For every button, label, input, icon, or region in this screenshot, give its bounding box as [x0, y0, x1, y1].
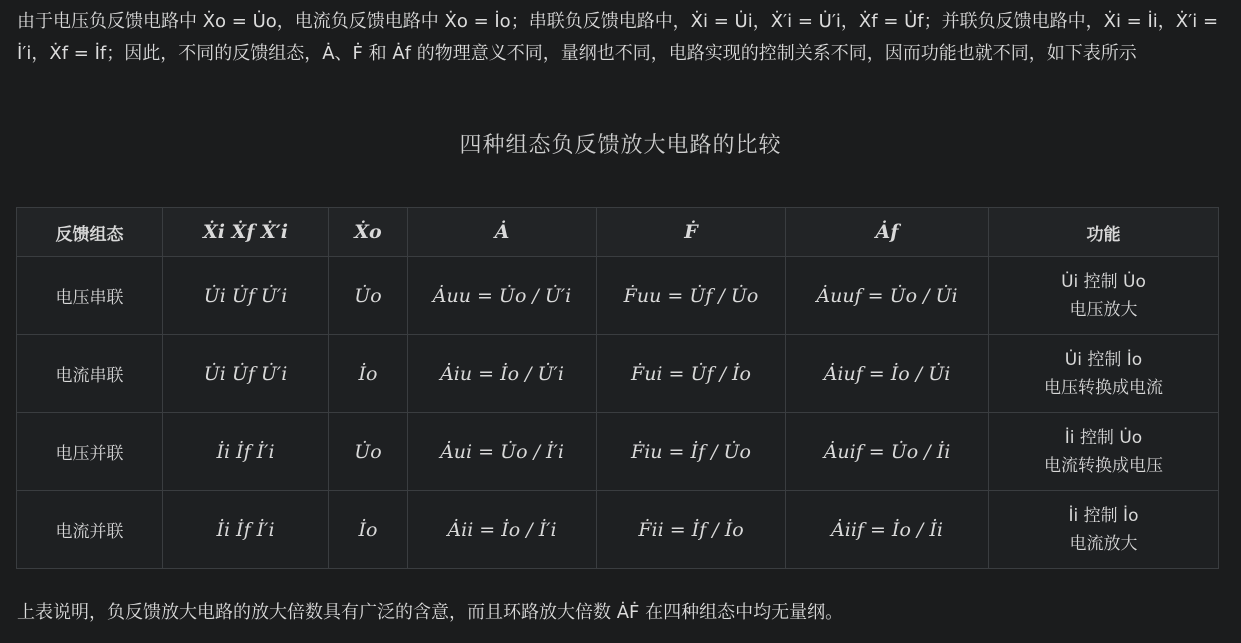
cell-af: Ȧiif = İo / İi [786, 491, 989, 569]
function-desc: 电流放大 [1069, 533, 1138, 554]
cell-a: Ȧui = U̇o / İ′i [408, 413, 597, 491]
cell-f: Ḟuu = U̇f / U̇o [597, 257, 786, 335]
cell-af: Ȧiuf = İo / U̇i [786, 335, 989, 413]
table-row [17, 413, 1219, 491]
table-header-row [17, 208, 1219, 257]
table-row [17, 491, 1219, 569]
cell-function [989, 413, 1219, 491]
cell-mode: 电流串联 [17, 335, 163, 413]
table-caption: 四种组态负反馈放大电路的比较 [459, 133, 782, 158]
cell-a: Ȧuu = U̇o / U̇′i [408, 257, 597, 335]
cell-a: Ȧii = İo / İ′i [408, 491, 597, 569]
table-row [17, 257, 1219, 335]
header-a: Ȧ [408, 208, 597, 257]
function-desc: 电流转换成电压 [1044, 455, 1163, 476]
table-row [17, 335, 1219, 413]
header-af: Ȧf [786, 208, 989, 257]
header-xo: Ẋo [329, 208, 408, 257]
cell-function [989, 257, 1219, 335]
header-f: Ḟ [597, 208, 786, 257]
comparison-table [16, 207, 1219, 569]
intro-paragraph: 由于电压负反馈电路中 Ẋo = U̇o，电流负反馈电路中 Ẋo = İo；串联负反馈电路中，Ẋi = U̇i，Ẋ′i = U̇′i，Ẋf = U̇f；并联负反馈电路中，Ẋi = İi，Ẋ′i = İ′i，Ẋf = İf；因此，不同的反馈组态，Ȧ、Ḟ 和 Ȧf 的物理意义不同，量纲也不同，电路实现的控制关系不同，因而功能也就不同，如下表所示 [17, 11, 1219, 64]
header-mode: 反馈组态 [17, 208, 163, 257]
cell-a: Ȧiu = İo / U̇′i [408, 335, 597, 413]
cell-function [989, 491, 1219, 569]
cell-af: Ȧuuf = U̇o / U̇i [786, 257, 989, 335]
function-control: U̇i 控制 U̇o [1061, 271, 1146, 292]
cell-mode: 电压并联 [17, 413, 163, 491]
cell-xs: İi İf İ′i [163, 413, 329, 491]
function-desc: 电压转换成电流 [1044, 377, 1163, 398]
cell-mode: 电压串联 [17, 257, 163, 335]
cell-xs: İi İf İ′i [163, 491, 329, 569]
function-control: U̇i 控制 İo [1064, 349, 1143, 370]
outro-paragraph: 上表说明，负反馈放大电路的放大倍数具有广泛的含意，而且环路放大倍数 ȦḞ 在四种组态中均无量纲。 [17, 602, 844, 623]
header-function: 功能 [989, 208, 1219, 257]
cell-xo: İo [329, 491, 408, 569]
cell-f: Ḟii = İf / İo [597, 491, 786, 569]
cell-mode: 电流并联 [17, 491, 163, 569]
cell-xs: U̇i U̇f U̇′i [163, 335, 329, 413]
header-xs: Ẋi Ẋf Ẋ′i [163, 208, 329, 257]
cell-xo: U̇o [329, 257, 408, 335]
cell-f: Ḟiu = İf / U̇o [597, 413, 786, 491]
cell-xo: U̇o [329, 413, 408, 491]
cell-f: Ḟui = U̇f / İo [597, 335, 786, 413]
function-desc: 电压放大 [1069, 299, 1138, 320]
function-control: İi 控制 U̇o [1064, 427, 1143, 448]
function-control: İi 控制 İo [1068, 505, 1139, 526]
cell-function [989, 335, 1219, 413]
cell-af: Ȧuif = U̇o / İi [786, 413, 989, 491]
cell-xo: İo [329, 335, 408, 413]
cell-xs: U̇i U̇f U̇′i [163, 257, 329, 335]
